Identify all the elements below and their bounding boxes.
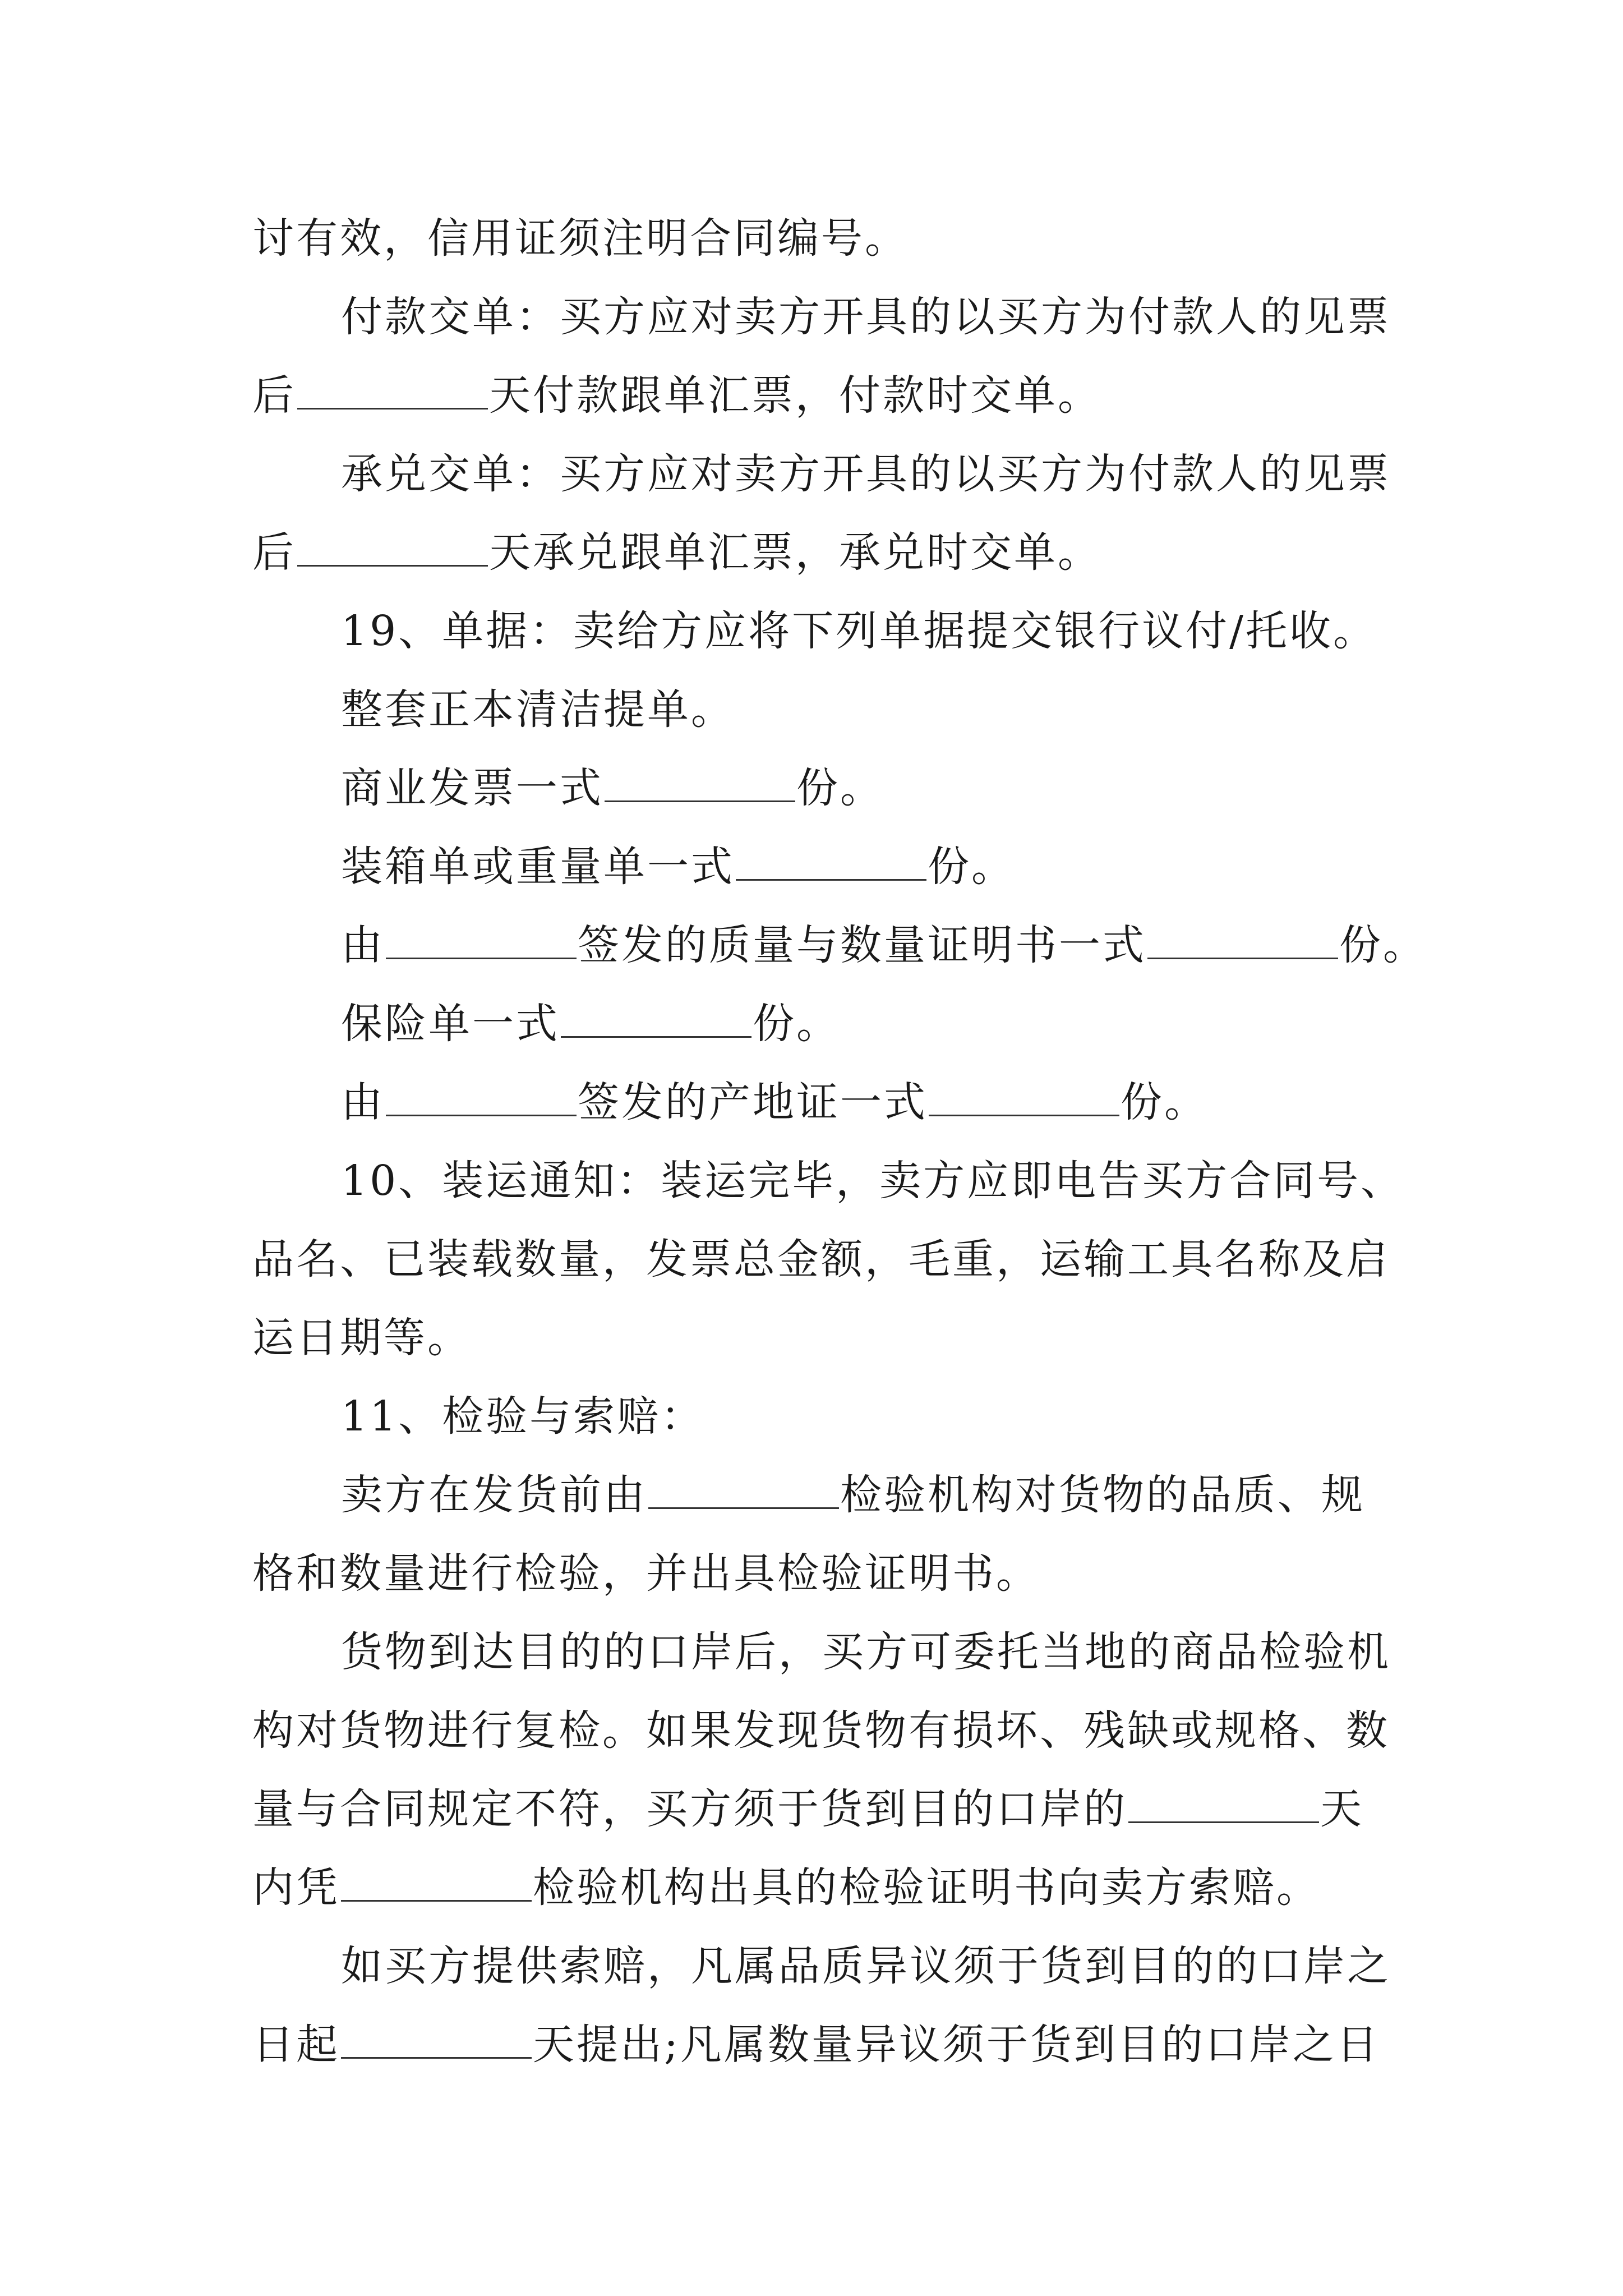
fill-in-blank[interactable] xyxy=(341,2018,532,2059)
text-segment: 天承兑跟单汇票，承兑时交单。 xyxy=(489,528,1101,577)
text-segment: 由 xyxy=(341,921,385,969)
text-line xyxy=(341,1467,1365,1523)
fill-in-blank[interactable] xyxy=(297,369,488,409)
text-line xyxy=(341,760,884,816)
text-segment: 10、装运通知：装运完毕，卖方应即电告买方合同号、 xyxy=(341,1157,1405,1205)
text-segment: 品名、已装载数量，发票总金额，毛重，运输工具名称及启 xyxy=(252,1235,1390,1283)
text-segment: 付款交单：买方应对卖方开具的以买方为付款人的见票 xyxy=(341,293,1391,341)
text-line xyxy=(252,2017,1380,2073)
fill-in-blank[interactable] xyxy=(386,918,577,959)
text-segment: 量与合同规定不符，买方须于货到目的口岸的 xyxy=(252,1785,1127,1833)
text-segment: 检验机构对货物的品质、规 xyxy=(840,1471,1365,1519)
text-line xyxy=(252,1703,1390,1759)
text-segment: 份。 xyxy=(1121,1078,1208,1126)
text-segment: 保险单一式 xyxy=(341,1000,560,1048)
text-segment: 份。 xyxy=(1339,921,1427,969)
text-line xyxy=(341,996,840,1052)
fill-in-blank[interactable] xyxy=(561,997,751,1038)
text-segment: 货物到达目的的口岸后，买方可委托当地的商品检验机 xyxy=(341,1628,1391,1676)
text-segment: 承兑交单：买方应对卖方开具的以买方为付款人的见票 xyxy=(341,450,1391,498)
text-segment: 后 xyxy=(252,371,296,420)
text-line xyxy=(252,524,1101,581)
fill-in-blank[interactable] xyxy=(648,1468,839,1509)
text-segment: 内凭 xyxy=(252,1864,340,1912)
text-line xyxy=(341,1153,1404,1209)
text-line xyxy=(252,367,1101,424)
text-segment: 签发的质量与数量证明书一式 xyxy=(578,921,1146,969)
text-segment: 天提出;凡属数量异议须于货到目的口岸之日 xyxy=(533,2021,1380,2069)
text-segment: 19、单据：卖给方应将下列单据提交银行议付/托收。 xyxy=(341,607,1377,655)
fill-in-blank[interactable] xyxy=(297,526,488,567)
fill-in-blank[interactable] xyxy=(1128,1782,1319,1823)
text-line xyxy=(341,839,1015,895)
text-line xyxy=(252,1545,1040,1602)
text-segment: 天 xyxy=(1320,1785,1364,1833)
text-line xyxy=(341,917,1427,973)
text-segment: 格和数量进行检验，并出具检验证明书。 xyxy=(252,1549,1040,1598)
text-segment: 讨有效，信用证须注明合同编号。 xyxy=(252,214,909,263)
text-line xyxy=(341,682,735,738)
text-line xyxy=(252,1860,1320,1916)
text-segment: 11、检验与索赔： xyxy=(341,1392,705,1441)
text-segment: 构对货物进行复检。如果发现货物有损坏、残缺或规格、数 xyxy=(252,1706,1390,1755)
text-segment: 运日期等。 xyxy=(252,1314,471,1362)
fill-in-blank[interactable] xyxy=(929,1075,1119,1116)
fill-in-blank[interactable] xyxy=(341,1861,532,1902)
text-segment: 如买方提供索赔，凡属品质异议须于货到目的的口岸之 xyxy=(341,1942,1391,1990)
text-segment: 份。 xyxy=(928,843,1015,891)
fill-in-blank[interactable] xyxy=(736,840,926,881)
text-segment: 天付款跟单汇票，付款时交单。 xyxy=(489,371,1101,420)
text-line xyxy=(252,1231,1390,1287)
text-segment: 由 xyxy=(341,1078,385,1126)
text-line xyxy=(341,1624,1391,1680)
text-line xyxy=(252,1310,471,1366)
text-segment: 装箱单或重量单一式 xyxy=(341,843,735,891)
text-segment: 后 xyxy=(252,528,296,577)
text-segment: 份。 xyxy=(796,764,884,812)
fill-in-blank[interactable] xyxy=(605,761,795,802)
text-segment: 份。 xyxy=(753,1000,840,1048)
text-segment: 签发的产地证一式 xyxy=(578,1078,928,1126)
text-line xyxy=(252,210,909,266)
text-line xyxy=(252,1781,1364,1837)
text-segment: 商业发票一式 xyxy=(341,764,603,812)
fill-in-blank[interactable] xyxy=(386,1075,577,1116)
text-line xyxy=(341,1388,704,1444)
text-segment: 检验机构出具的检验证明书向卖方索赔。 xyxy=(533,1864,1320,1912)
text-line xyxy=(341,1074,1208,1130)
text-segment: 日起 xyxy=(252,2021,340,2069)
text-line xyxy=(341,446,1391,502)
text-segment: 整套正本清洁提单。 xyxy=(341,685,735,734)
text-line xyxy=(341,603,1377,659)
text-segment: 卖方在发货前由 xyxy=(341,1471,647,1519)
text-line xyxy=(341,1938,1391,1994)
text-line xyxy=(341,289,1391,345)
fill-in-blank[interactable] xyxy=(1147,918,1338,959)
